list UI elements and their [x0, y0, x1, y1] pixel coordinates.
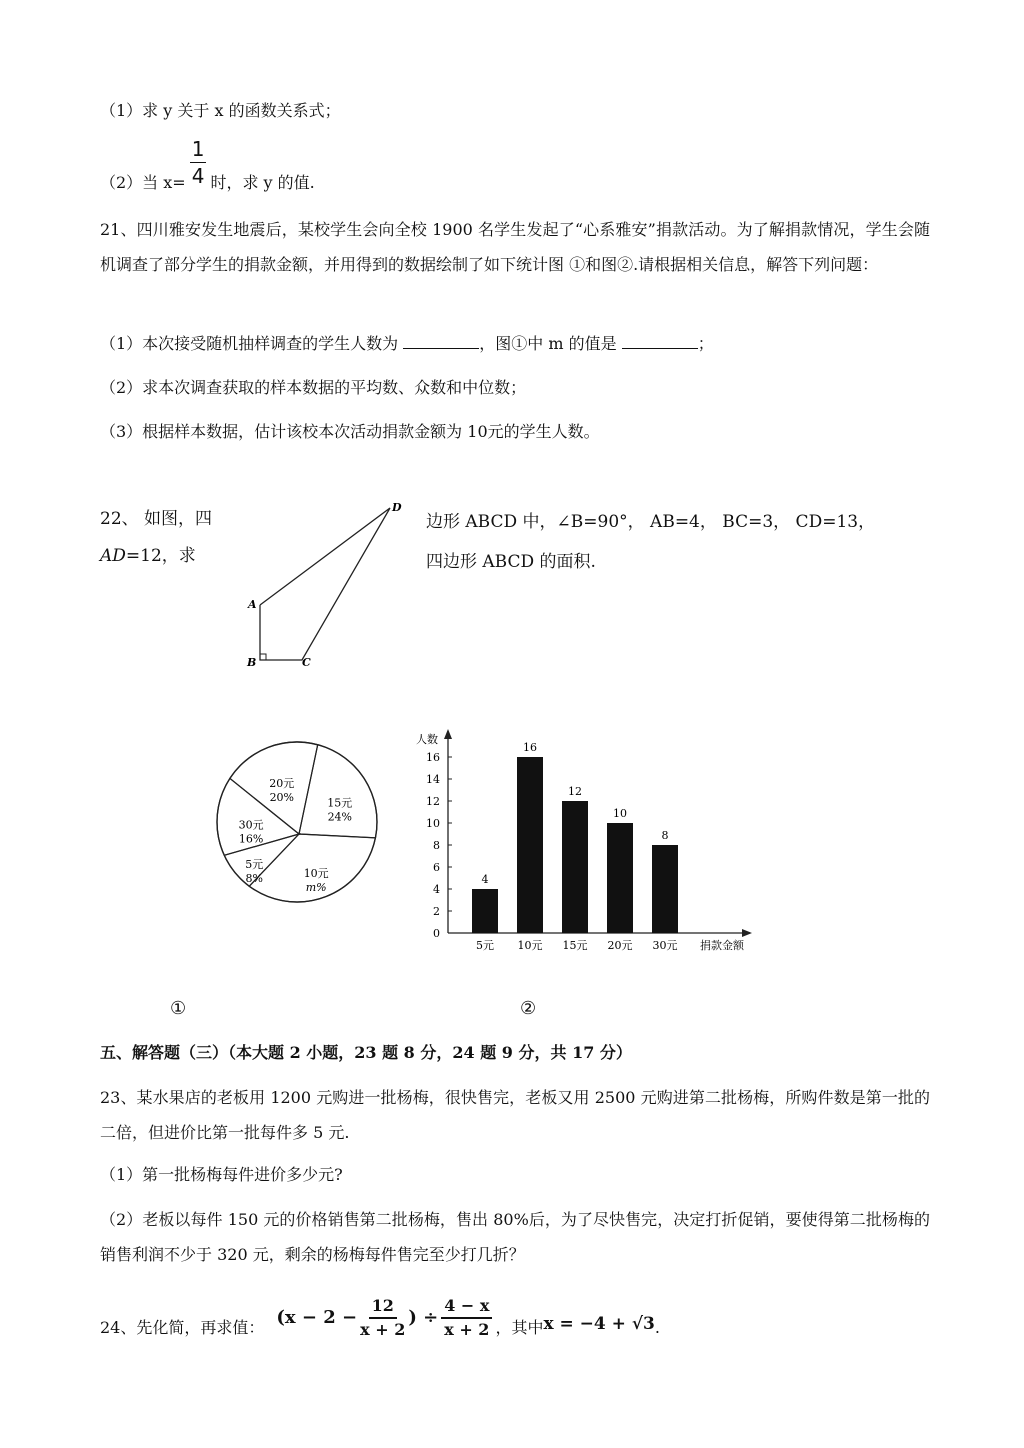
q21-intro: 21、四川雅安发生地震后，某校学生会向全校 1900 名学生发起了“心系雅安”捐款活动。为了解捐款情况，学生会随机调查了部分学生的捐款金额，并用得到的数据绘制了如下统计图 ①和图②.请根据相关信息，解答下列问题：: [100, 220, 930, 274]
pie-slice-percent: 8%: [245, 872, 263, 886]
pie-slice: [299, 745, 377, 838]
q20-part2-suffix: 时，求 y 的值.: [210, 173, 315, 192]
q22-ad-rest: =12，求: [125, 546, 196, 566]
bar-value-label: 10: [613, 807, 627, 820]
q21-part1-text-a: （1）本次接受随机抽样调查的学生人数为: [100, 334, 399, 353]
q24-f1-den: x + 2: [360, 1320, 406, 1339]
bar-value-label: 12: [568, 785, 582, 798]
x-tick-label: 5元: [476, 939, 494, 952]
bar-value-label: 16: [523, 741, 537, 754]
vertex-label-d: D: [392, 501, 402, 514]
q24-mid: ) ÷: [408, 1307, 439, 1328]
q24-open: (x − 2 −: [276, 1307, 358, 1328]
q24-xvalue: x = −4 + √3: [543, 1314, 655, 1334]
pie-chart: [205, 725, 395, 925]
q20-frac-den: 4: [191, 164, 205, 188]
q24-fraction-2: [441, 1298, 492, 1338]
y-axis-label: 人数: [416, 733, 438, 746]
y-tick-label: 2: [433, 905, 440, 918]
quadrilateral-figure: [240, 500, 410, 675]
vertex-label-c: C: [302, 656, 311, 669]
vertex-label-a: A: [248, 598, 257, 611]
x-axis-label: 捐款金额: [700, 939, 744, 952]
y-tick-label: 4: [433, 883, 440, 896]
q20-frac-num: 1: [191, 137, 205, 161]
right-angle-mark: [260, 654, 266, 660]
q24-prefix: 24、先化简，再求值：: [100, 1318, 265, 1337]
answer-blank-1: [403, 334, 479, 349]
q22-left-line1: 22、 如图，四: [100, 509, 213, 529]
answer-blank-2: [622, 334, 698, 349]
q23-intro: 23、某水果店的老板用 1200 元购进一批杨梅，很快售完，老板又用 2500 元购进第二批杨梅，所购件数是第一批的二倍，但进价比第一批每件多 5 元.: [100, 1088, 930, 1142]
q22-left-line2: [100, 545, 196, 567]
q24-end: .: [654, 1318, 660, 1337]
y-tick-label: 12: [426, 795, 440, 808]
x-tick-label: 15元: [562, 939, 588, 952]
bar: [652, 845, 678, 933]
q21-part1-text-c: ；: [697, 334, 714, 353]
q24-f2-num: 4 − x: [441, 1298, 492, 1319]
bar: [562, 801, 588, 933]
q24-fraction-1: [360, 1298, 405, 1338]
q24-f2-den: x + 2: [444, 1320, 490, 1339]
pie-slice-label: 5元: [245, 858, 264, 872]
x-axis-arrow: [742, 929, 752, 937]
bar-chart: [410, 725, 770, 960]
q21-part3: （3）根据样本数据，估计该校本次活动捐款金额为 10元的学生人数。: [100, 422, 600, 441]
bar: [517, 757, 543, 933]
q22-right-line2: 四边形 ABCD 的面积.: [426, 552, 596, 572]
pie-slice-label: 15元: [327, 796, 353, 810]
q20-part1: （1）求 y 关于 x 的函数关系式；: [100, 101, 341, 120]
y-tick-label: 6: [433, 861, 440, 874]
y-tick-label: 0: [433, 927, 440, 940]
figure-label-1: ①: [170, 998, 187, 1019]
pie-slice-percent: 16%: [238, 832, 264, 846]
x-tick-label: 20元: [607, 939, 633, 952]
figure-label-2: ②: [520, 998, 537, 1019]
q24-where: ，其中: [495, 1318, 544, 1337]
y-axis-arrow: [444, 729, 452, 739]
q23-part2: （2）老板以每件 150 元的价格销售第二批杨梅，售出 80%后，为了尽快售完，决定打折促销，要使得第二批杨梅的销售利润不少于 320 元，剩余的杨梅每件售完至少打几折？: [100, 1210, 930, 1264]
y-tick-label: 10: [426, 817, 440, 830]
y-tick-label: 8: [433, 839, 440, 852]
x-tick-label: 10元: [517, 939, 543, 952]
q22-ad-symbol: AD: [100, 546, 126, 566]
vertex-label-b: B: [247, 656, 257, 669]
x-tick-label: 30元: [652, 939, 678, 952]
q20-part2-prefix: （2）当 x=: [100, 173, 186, 192]
bar: [607, 823, 633, 933]
y-tick-label: 14: [426, 773, 440, 786]
pie-slice-label: 20元: [269, 777, 295, 791]
pie-slice-percent: m%: [305, 880, 327, 894]
q21-part2: （2）求本次调查获取的样本数据的平均数、众数和中位数；: [100, 378, 527, 397]
q23-part1: （1）第一批杨梅每件进价多少元?: [100, 1165, 343, 1184]
pie-slice-label: 30元: [238, 818, 264, 832]
q20-fraction: [190, 139, 207, 186]
quadrilateral-outline: [260, 508, 390, 660]
q20-part2: [100, 137, 315, 194]
pie-slice-label: 10元: [303, 866, 329, 880]
q21-part1-text-b: ，图①中 m 的值是: [479, 334, 617, 353]
q24-f1-num: 12: [369, 1298, 397, 1319]
bar: [472, 889, 498, 933]
section-heading: 五、解答题（三）（本大题 2 小题，23 题 8 分，24 题 9 分，共 17 分）: [100, 1043, 632, 1062]
bar-value-label: 8: [661, 829, 669, 842]
y-tick-label: 16: [426, 751, 440, 764]
q22-right-line1: 边形 ABCD 中，∠B=90°， AB=4， BC=3， CD=13，: [426, 512, 876, 532]
bar-value-label: 4: [481, 873, 489, 886]
pie-slice-percent: 20%: [269, 791, 295, 805]
q24: [100, 1290, 660, 1346]
q21-part1: [100, 333, 714, 355]
pie-slice-percent: 24%: [327, 810, 353, 824]
